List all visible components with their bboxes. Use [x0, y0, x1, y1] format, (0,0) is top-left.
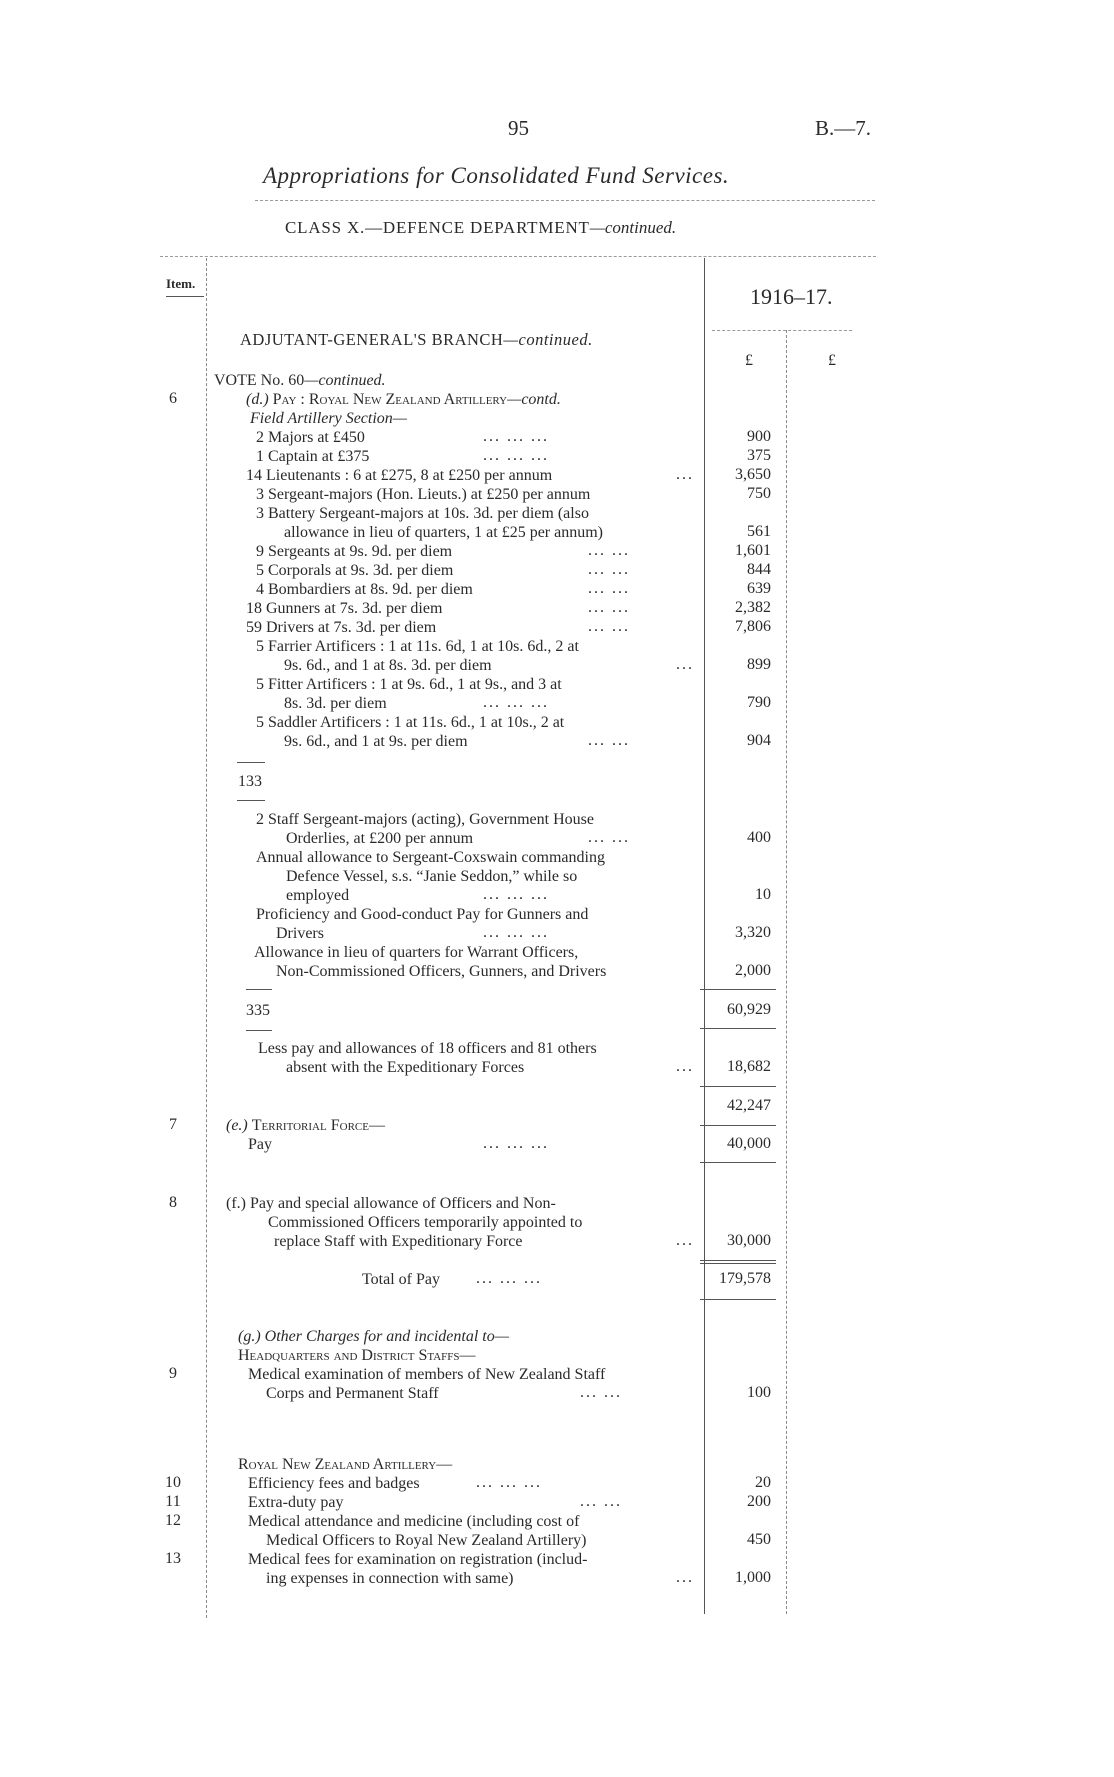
count-subtotal: 335	[246, 1002, 270, 1019]
line-item: 59 Drivers at 7s. 3d. per diem	[246, 619, 437, 636]
item-column-rule	[206, 258, 207, 1618]
header-rule	[255, 200, 875, 201]
amount: 450	[747, 1531, 771, 1548]
second-amount-column-rule	[786, 330, 787, 1614]
line-item: Efficiency fees and badges	[248, 1475, 420, 1492]
item-number: 10	[165, 1474, 181, 1491]
line-item-continuation: 8s. 3d. per diem	[284, 695, 387, 712]
line-item-continuation: Drivers	[276, 925, 324, 942]
dot-leader: ... ... ...	[483, 1135, 549, 1152]
line-item: Medical attendance and medicine (including cost of	[248, 1513, 580, 1530]
line-item-continuation: Commissioned Officers temporarily appointed to	[268, 1214, 583, 1231]
amount: 3,320	[735, 924, 771, 941]
count-subtotal: 133	[238, 773, 262, 790]
line-item-continuation: ing expenses in connection with same)	[266, 1570, 514, 1587]
line-item-continuation: Non-Commissioned Officers, Gunners, and Drivers	[276, 963, 607, 980]
count-rule	[246, 1030, 272, 1031]
sum-rule	[700, 1086, 776, 1087]
dot-leader: ...	[676, 656, 694, 673]
line-item: Medical fees for examination on registration (includ-	[248, 1551, 588, 1568]
line-item: 9 Sergeants at 9s. 9d. per diem	[256, 543, 453, 560]
dot-leader: ... ...	[580, 1384, 622, 1401]
amount: 561	[747, 523, 771, 540]
amount: 375	[747, 447, 771, 464]
line-item-continuation: Orderlies, at £200 per annum	[286, 830, 474, 847]
line-item: 18 Gunners at 7s. 3d. per diem	[246, 600, 443, 617]
document-code: B.—7.	[815, 116, 872, 140]
line-item-continuation: employed	[286, 887, 350, 904]
amount: 639	[747, 580, 771, 597]
line-item-continuation: replace Staff with Expeditionary Force	[274, 1233, 523, 1250]
line-item: 5 Corporals at 9s. 3d. per diem	[256, 562, 454, 579]
dot-leader: ... ... ...	[476, 1270, 542, 1287]
amount: 904	[747, 732, 771, 749]
subsection-heading: Headquarters and District Staffs—	[238, 1347, 476, 1364]
line-item: 3 Battery Sergeant-majors at 10s. 3d. per diem (also	[256, 505, 589, 522]
vote-heading: VOTE No. 60—continued.	[214, 372, 386, 389]
dot-leader: ... ...	[588, 618, 630, 635]
total-label: Total of Pay	[362, 1271, 440, 1288]
amount: 100	[747, 1384, 771, 1401]
year-header: 1916–17.	[750, 284, 833, 309]
line-item: Proficiency and Good-conduct Pay for Gunners and	[256, 906, 589, 923]
subtotal-amount: 60,929	[727, 1001, 771, 1018]
amount: 899	[747, 656, 771, 673]
dot-leader: ... ... ...	[483, 886, 549, 903]
count-rule	[246, 989, 272, 990]
dot-leader: ... ...	[580, 1493, 622, 1510]
net-amount: 42,247	[727, 1097, 771, 1114]
pound-sign-column-2: £	[828, 352, 836, 369]
dot-leader: ...	[676, 1569, 694, 1586]
amount: 3,650	[735, 466, 771, 483]
line-item: 14 Lieutenants : 6 at £275, 8 at £250 per annum	[246, 467, 553, 484]
dot-leader: ...	[676, 1058, 694, 1075]
line-item: 3 Sergeant-majors (Hon. Lieuts.) at £250 per annum	[256, 486, 591, 503]
amount: 30,000	[727, 1232, 771, 1249]
dot-leader: ...	[676, 1232, 694, 1249]
item-number: 13	[165, 1550, 181, 1567]
amount: 40,000	[727, 1135, 771, 1152]
item-number: 7	[169, 1116, 177, 1133]
section-heading: (e.) Territorial Force—	[226, 1117, 385, 1134]
line-item-continuation: Medical Officers to Royal New Zealand Artillery)	[266, 1532, 587, 1549]
line-item: Annual allowance to Sergeant-Coxswain commanding	[256, 849, 605, 866]
total-amount: 179,578	[719, 1270, 771, 1287]
line-item: Extra-duty pay	[248, 1494, 344, 1511]
dot-leader: ... ...	[588, 542, 630, 559]
amount: 20	[755, 1474, 771, 1491]
pound-sign-column-1: £	[745, 352, 753, 369]
dot-leader: ... ...	[588, 561, 630, 578]
section-heading: (d.) Pay : Royal New Zealand Artillery—contd.	[246, 391, 561, 408]
line-item: 2 Staff Sergeant-majors (acting), Government House	[256, 811, 594, 828]
line-item-continuation: 9s. 6d., and 1 at 8s. 3d. per diem	[284, 657, 492, 674]
amount: 2,000	[735, 962, 771, 979]
line-item-continuation: 9s. 6d., and 1 at 9s. per diem	[284, 733, 468, 750]
amount: 844	[747, 561, 771, 578]
count-rule	[237, 800, 265, 801]
dot-leader: ... ...	[588, 580, 630, 597]
dot-leader: ... ... ...	[483, 447, 549, 464]
amount: 790	[747, 694, 771, 711]
dot-leader: ... ... ...	[483, 428, 549, 445]
amount: 18,682	[727, 1058, 771, 1075]
page-number: 95	[508, 116, 529, 140]
section-heading: (g.) Other Charges for and incidental to—	[238, 1328, 509, 1345]
line-item-continuation: Defence Vessel, s.s. “Janie Seddon,” while so	[286, 868, 578, 885]
line-item: 4 Bombardiers at 8s. 9d. per diem	[256, 581, 473, 598]
subsection-heading: Field Artillery Section—	[250, 410, 408, 427]
line-item: Pay	[248, 1136, 272, 1153]
amount: 1,601	[735, 542, 771, 559]
sum-rule	[700, 1260, 776, 1264]
item-number: 9	[169, 1365, 177, 1382]
item-header-underline	[166, 296, 204, 297]
line-item-continuation: Corps and Permanent Staff	[266, 1385, 439, 1402]
sum-rule	[700, 1162, 776, 1163]
amount: 900	[747, 428, 771, 445]
amount: 1,000	[735, 1569, 771, 1586]
count-rule	[237, 762, 265, 763]
item-number: 12	[165, 1512, 181, 1529]
sum-rule	[700, 1028, 776, 1029]
line-item: Less pay and allowances of 18 officers and 81 others	[258, 1040, 597, 1057]
item-number: 6	[169, 390, 177, 407]
table-top-rule	[160, 256, 876, 257]
line-item: Medical examination of members of New Zealand Staff	[248, 1366, 606, 1383]
line-item: 5 Saddler Artificers : 1 at 11s. 6d., 1 at 10s., 2 at	[256, 714, 565, 731]
year-underline	[712, 330, 852, 331]
line-item: 5 Fitter Artificers : 1 at 9s. 6d., 1 at 9s., and 3 at	[256, 676, 562, 693]
item-number: 8	[169, 1194, 177, 1211]
item-number: 11	[165, 1493, 181, 1510]
item-column-header: Item.	[166, 276, 196, 291]
sum-rule	[700, 989, 776, 990]
dot-leader: ...	[676, 466, 694, 483]
dot-leader: ... ... ...	[476, 1474, 542, 1491]
amount: 10	[755, 886, 771, 903]
branch-heading: ADJUTANT-GENERAL'S BRANCH—continued.	[240, 330, 593, 349]
sum-rule	[700, 1125, 776, 1126]
page-title: Appropriations for Consolidated Fund Services.	[263, 163, 730, 188]
dot-leader: ... ...	[588, 599, 630, 616]
class-title: CLASS X.—DEFENCE DEPARTMENT—continued.	[285, 218, 677, 237]
dot-leader: ... ...	[588, 732, 630, 749]
dot-leader: ... ... ...	[483, 694, 549, 711]
line-item: 1 Captain at £375	[256, 448, 370, 465]
amount: 750	[747, 485, 771, 502]
dot-leader: ... ... ...	[483, 924, 549, 941]
subsection-heading: Royal New Zealand Artillery—	[238, 1456, 453, 1473]
line-item: 2 Majors at £450	[256, 429, 365, 446]
amount: 400	[747, 829, 771, 846]
line-item: Allowance in lieu of quarters for Warrant Officers,	[254, 944, 579, 961]
amount: 7,806	[735, 618, 771, 635]
amount: 2,382	[735, 599, 771, 616]
line-item: (f.) Pay and special allowance of Officers and Non-	[226, 1195, 556, 1212]
dot-leader: ... ...	[588, 829, 630, 846]
line-item-continuation: absent with the Expeditionary Forces	[286, 1059, 525, 1076]
line-item: 5 Farrier Artificers : 1 at 11s. 6d, 1 at 10s. 6d., 2 at	[256, 638, 579, 655]
amount: 200	[747, 1493, 771, 1510]
sum-rule	[700, 1299, 776, 1300]
line-item-continuation: allowance in lieu of quarters, 1 at £25 per annum)	[284, 524, 603, 541]
